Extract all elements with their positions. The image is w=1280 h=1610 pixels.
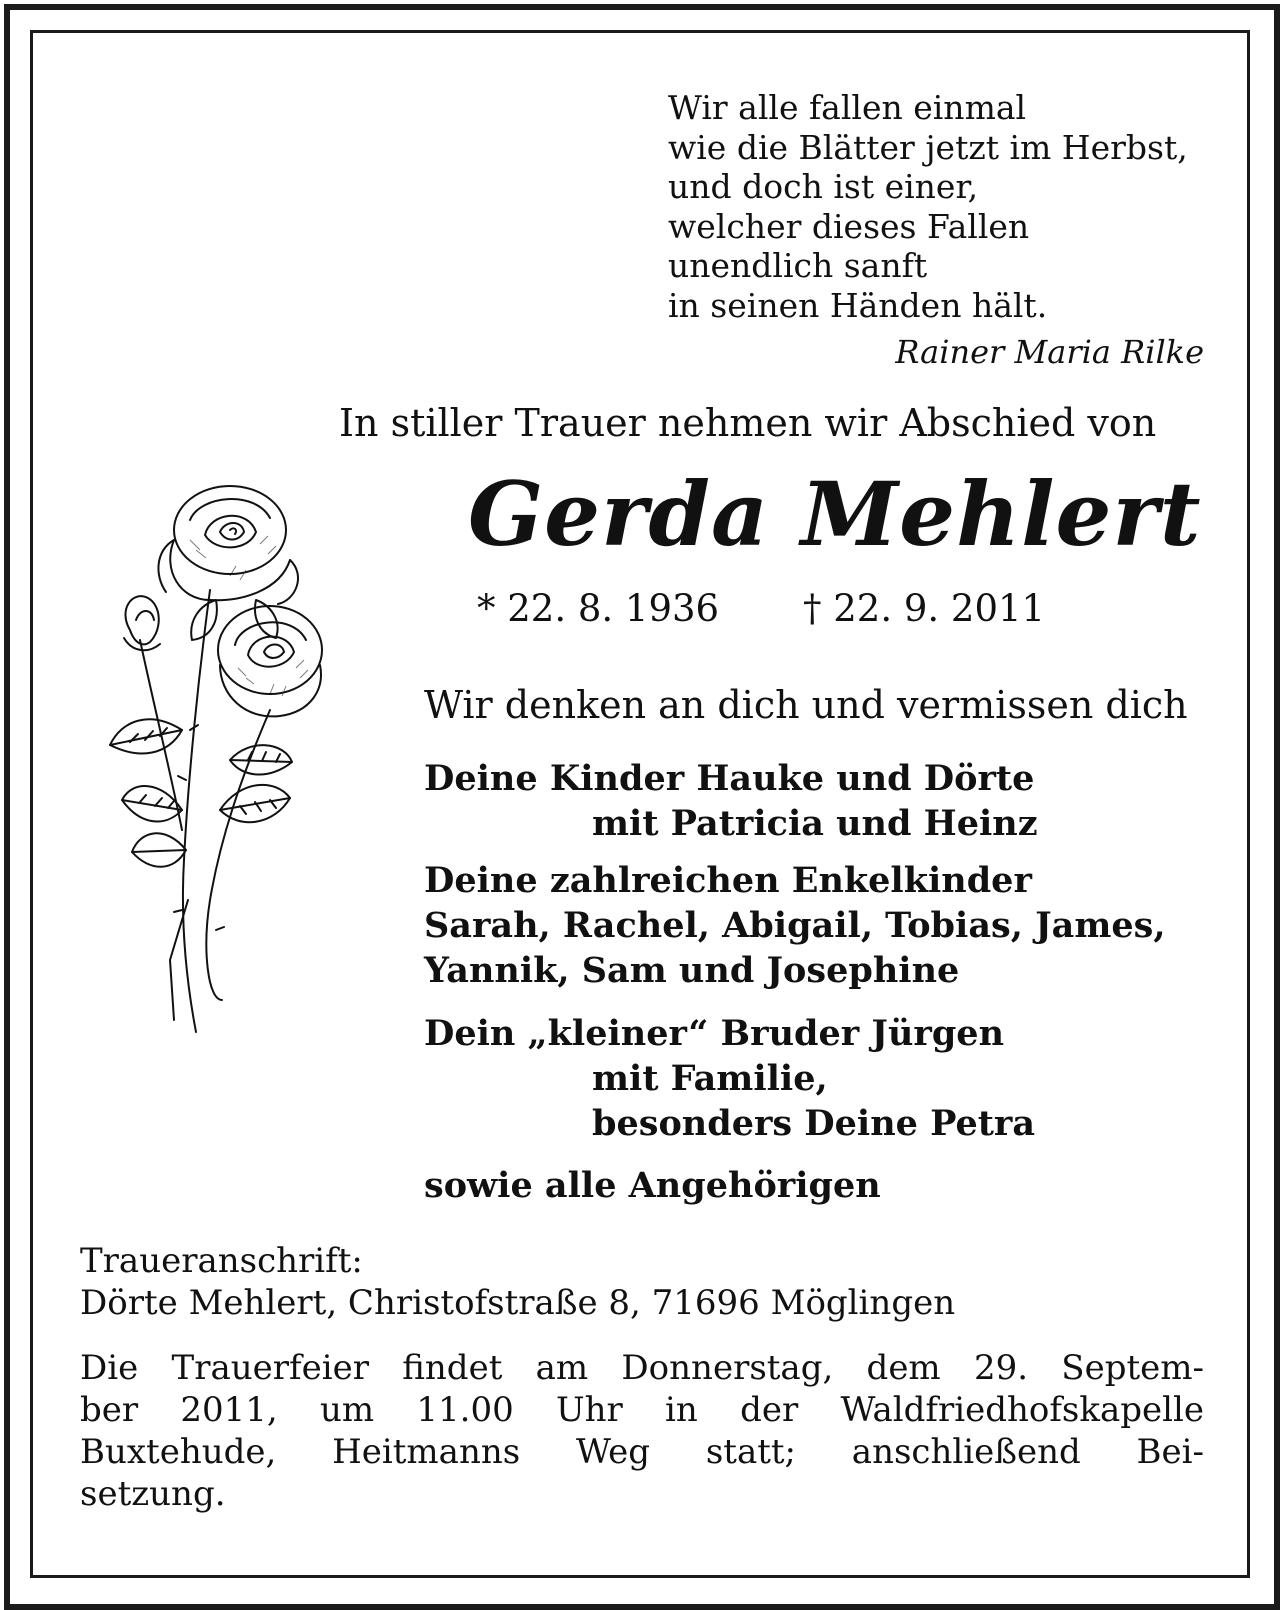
poem xyxy=(668,88,1188,325)
poem-line: unendlich sanft xyxy=(668,246,928,285)
family-relatives xyxy=(424,1163,881,1208)
family-line: Deine zahlreichen Enkelkinder xyxy=(424,860,1032,901)
ceremony-line: Buxtehude, Heitmanns Weg statt; anschließend Bei- xyxy=(80,1432,1204,1472)
family-line: sowie alle Angehörigen xyxy=(424,1165,881,1206)
ceremony-line: setzung. xyxy=(80,1474,226,1514)
family-line: besonders Deine Petra xyxy=(592,1103,1036,1144)
family-children xyxy=(424,756,1038,846)
intro-text: In stiller Trauer nehmen wir Abschied von xyxy=(339,401,1157,445)
family-line: Deine Kinder Hauke und Dörte xyxy=(424,758,1035,799)
address-value: Dörte Mehlert, Christofstraße 8, 71696 Möglingen xyxy=(80,1283,956,1323)
birth-date: * 22. 8. 1936 xyxy=(477,587,720,630)
family-line: Sarah, Rachel, Abigail, Tobias, James, xyxy=(424,905,1166,946)
family-line: Dein „kleiner“ Bruder Jürgen xyxy=(424,1013,1005,1054)
family-line: mit Familie, xyxy=(592,1058,828,1099)
ceremony-notice xyxy=(80,1347,1204,1515)
family-grandchildren xyxy=(424,858,1166,993)
family-line: mit Patricia und Heinz xyxy=(592,803,1038,844)
rose-icon xyxy=(70,480,350,1040)
family-line: Yannik, Sam und Josephine xyxy=(424,950,960,991)
poem-line: in seinen Händen hält. xyxy=(668,285,1048,325)
message-text: Wir denken an dich und vermissen dich xyxy=(424,683,1188,727)
death-date: † 22. 9. 2011 xyxy=(803,587,1046,630)
poem-line: welcher dieses Fallen xyxy=(668,206,1030,246)
address-block xyxy=(80,1240,955,1324)
poem-line: wie die Blätter jetzt im Herbst, xyxy=(668,127,1188,167)
ceremony-line: ber 2011, um 11.00 Uhr in der Waldfriedhofskapelle xyxy=(80,1390,1204,1430)
deceased-name: Gerda Mehlert xyxy=(468,462,1202,566)
poem-author: Rainer Maria Rilke xyxy=(895,333,1204,371)
poem-line: und doch ist einer, xyxy=(668,167,979,206)
address-label: Traueranschrift: xyxy=(80,1241,363,1281)
ceremony-line: Die Trauerfeier findet am Donnerstag, dem 29. Septem- xyxy=(80,1348,1204,1388)
poem-line: Wir alle fallen einmal xyxy=(668,88,1027,127)
family-brother xyxy=(424,1011,1035,1146)
